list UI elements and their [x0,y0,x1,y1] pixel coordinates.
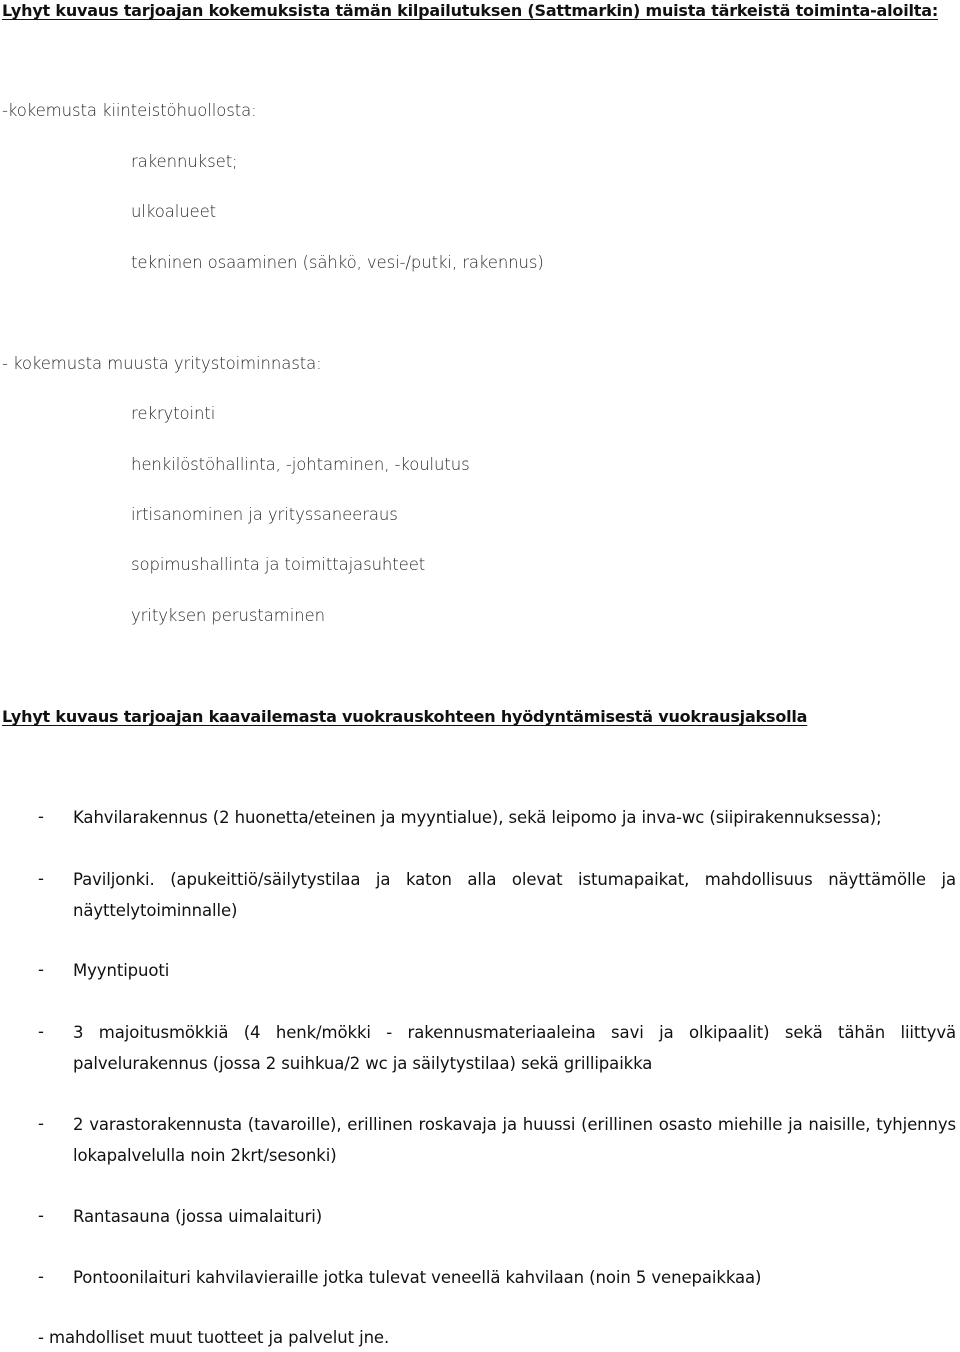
list-item: Paviljonki. (apukeittiö/säilytystilaa ja katon alla olevat istumapaikat, mahdollisuus näyttämölle ja näyttelytoiminnalle) [73,870,956,920]
list-item: Kahvilarakennus (2 huonetta/eteinen ja myyntialue), sekä leipomo ja inva-wc (siipirakennuksessa); [73,808,882,827]
group-title-other-business: - kokemusta muusta yritystoiminnasta: [2,354,322,373]
group-title-property-maintenance: -kokemusta kiinteistöhuollosta: [2,101,257,120]
closing-note: - mahdolliset muut tuotteet ja palvelut jne. [38,1328,390,1347]
list-item: Pontoonilaituri kahvilavieraille jotka tulevat veneellä kahvilaan (noin 5 venepaikkaa) [73,1268,762,1287]
list-item: rakennukset; [131,152,238,171]
list-item: irtisanominen ja yrityssaneeraus [131,505,398,524]
list-item: rekrytointi [131,404,216,423]
bullet-dash: - [38,1022,44,1041]
bullet-dash: - [38,807,44,826]
bullet-dash: - [38,1206,44,1225]
section-heading-experience: Lyhyt kuvaus tarjoajan kokemuksista tämän kilpailutuksen (Sattmarkin) muista tärkeistä toiminta-aloilta: [2,1,939,20]
list-item: 2 varastorakennusta (tavaroille), erillinen roskavaja ja huussi (erillinen osasto miehille ja naisille, tyhjennys lokapalvelulla noin 2krt/sesonki) [73,1115,956,1165]
list-item: sopimushallinta ja toimittajasuhteet [131,555,426,574]
section-heading-usage-plan: Lyhyt kuvaus tarjoajan kaavailemasta vuokrauskohteen hyödyntämisestä vuokrausjaksolla [2,707,808,726]
list-item: Myyntipuoti [73,961,170,980]
bullet-dash: - [38,960,44,979]
list-item: yrityksen perustaminen [131,606,325,625]
bullet-dash: - [38,869,44,888]
list-item: Rantasauna (jossa uimalaituri) [73,1207,323,1226]
list-item: henkilöstöhallinta, -johtaminen, -koulutus [131,455,470,474]
bullet-dash: - [38,1114,44,1133]
list-item: ulkoalueet [131,202,217,221]
list-item: tekninen osaaminen (sähkö, vesi-/putki, rakennus) [131,253,544,272]
bullet-dash: - [38,1267,44,1286]
list-item: 3 majoitusmökkiä (4 henk/mökki - rakennusmateriaaleina savi ja olkipaalit) sekä tähän liittyvä palvelurakennus (jossa 2 suihkua/2 wc ja säilytystilaa) sekä grillipaikka [73,1023,956,1073]
